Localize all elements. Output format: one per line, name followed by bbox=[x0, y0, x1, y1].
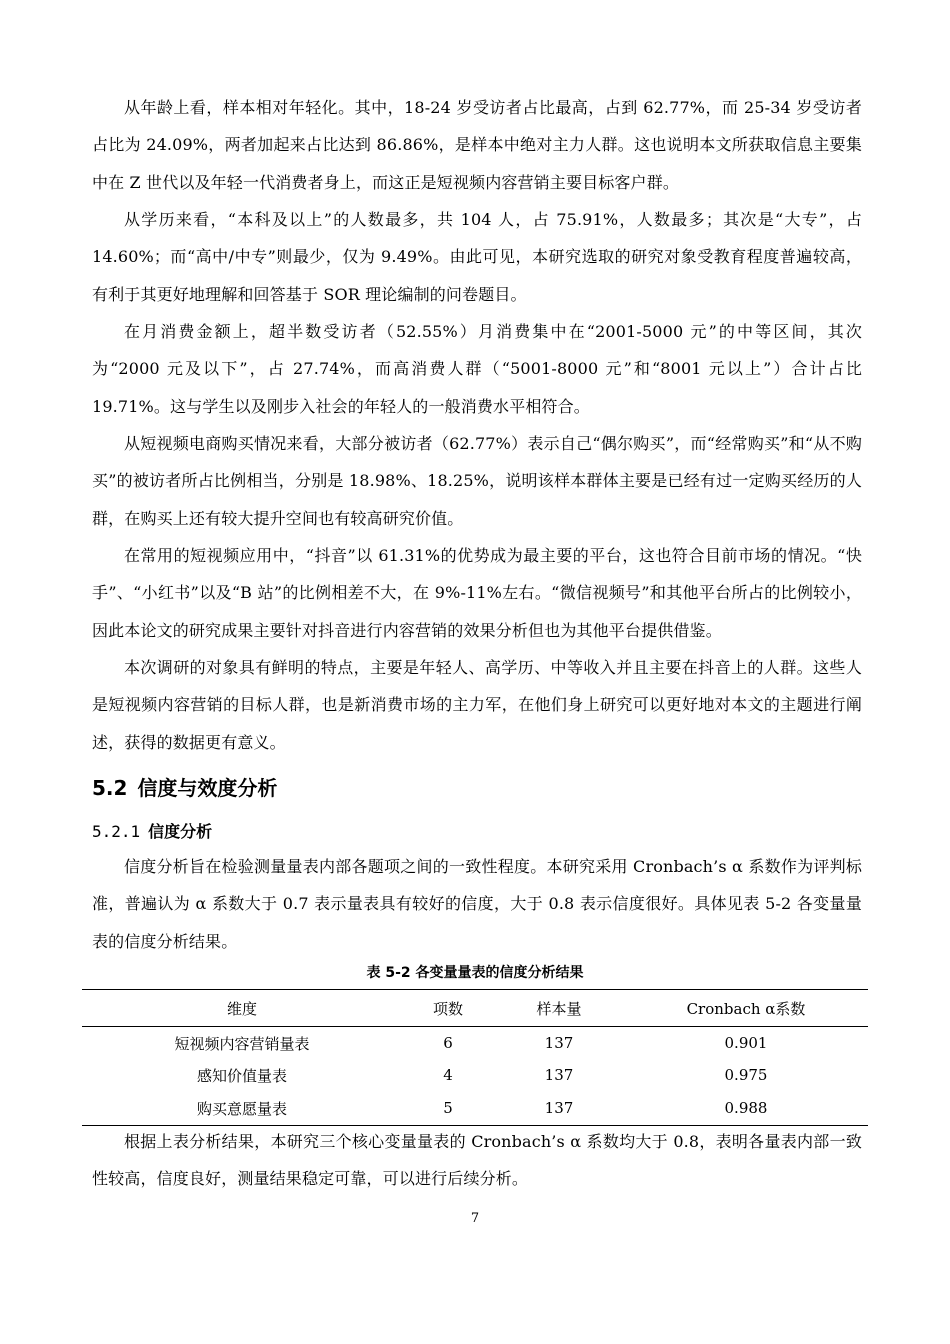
cell-cronbach-alpha: 0.988 bbox=[624, 1091, 868, 1126]
paragraph-purchase-frequency: 从短视频电商购买情况来看，大部分被访者（62.77%）表示自己“偶尔购买”，而“经常购买”和“从不购买”的被访者所占比例相当，分别是 18.98%、18.25%，说明该样本群体主要是已经有过一定购买经历的人群，在购买上还有较大提升空间也有较高研究价值。 bbox=[92, 434, 862, 528]
header-cronbach-alpha: Cronbach α系数 bbox=[624, 990, 868, 1027]
paragraph-age: 从年龄上看，样本相对年轻化。其中，18-24 岁受访者占比最高，占到 62.77%，而 25-34 岁受访者占比为 24.09%，两者加起来占比达到 86.86%，是样本中绝对主力人群。这也说明本文所获取信息主要集中在 Z 世代以及年轻一代消费者身上，而这正是短视频内容营销主要目标客户群。 bbox=[92, 98, 862, 192]
paragraph-conclusion: 根据上表分析结果，本研究三个核心变量量表的 Cronbach’s α 系数均大于 0.8，表明各量表内部一致性较高，信度良好，测量结果稳定可靠，可以进行后续分析。 bbox=[92, 1132, 862, 1189]
cell-dimension: 感知价值量表 bbox=[196, 1066, 287, 1085]
cell-dimension: 购买意愿量表 bbox=[82, 1091, 402, 1126]
header-item-count: 项数 bbox=[402, 990, 494, 1027]
header-sample-size: 样本量 bbox=[494, 990, 624, 1027]
paragraph-platforms: 在常用的短视频应用中，“抖音”以 61.31%的优势成为最主要的平台，这也符合目前市场的情况。“快手”、“小红书”以及“B 站”的比例相差不大，在 9%-11%左右。“微信视频号”和其他平台所占的比例较小，因此本论文的研究成果主要针对抖音进行内容营销的效果分析但也为其他平台提供借鉴。 bbox=[92, 546, 862, 640]
subsection-heading bbox=[92, 817, 212, 847]
paragraph-summary: 本次调研的对象具有鲜明的特点，主要是年轻人、高学历、中等收入并且主要在抖音上的人群。这些人是短视频内容营销的目标人群，也是新消费市场的主力军，在他们身上研究可以更好地对本文的主题进行阐述，获得的数据更有意义。 bbox=[92, 658, 862, 752]
table-caption: 表 5-2 各变量量表的信度分析结果 bbox=[366, 965, 584, 981]
cell-cronbach-alpha: 0.975 bbox=[724, 1066, 768, 1084]
table-row bbox=[82, 1027, 868, 1060]
cell-item-count: 4 bbox=[443, 1066, 453, 1084]
cell-cronbach-alpha: 0.901 bbox=[724, 1034, 768, 1052]
subsection-title: 信度分析 bbox=[148, 822, 213, 841]
subsection-number: 5.2.1 bbox=[92, 822, 141, 841]
cell-sample-size: 137 bbox=[544, 1066, 574, 1084]
cell-item-count: 5 bbox=[402, 1091, 494, 1126]
page-number: 7 bbox=[470, 1211, 480, 1226]
paragraph-monthly-spending: 在月消费金额上，超半数受访者（52.55%）月消费集中在“2001-5000 元”的中等区间，其次为“2000 元及以下”，占 27.74%，而高消费人群（“5001-8000 元”和“8001 元以上”）合计占比 19.71%。这与学生以及刚步入社会的年轻人的一般消费水平相符合。 bbox=[92, 322, 862, 416]
cell-sample-size: 137 bbox=[544, 1034, 574, 1052]
cell-dimension: 短视频内容营销量表 bbox=[174, 1034, 310, 1053]
section-number: 5.2 bbox=[92, 776, 128, 800]
section-title: 信度与效度分析 bbox=[137, 776, 278, 800]
section-heading bbox=[92, 771, 277, 805]
header-dimension: 维度 bbox=[82, 990, 402, 1027]
cell-item-count: 6 bbox=[443, 1034, 453, 1052]
table-header-row bbox=[82, 990, 868, 1027]
reliability-table bbox=[82, 989, 868, 1126]
paragraph-reliability-intro: 信度分析旨在检验测量量表内部各题项之间的一致性程度。本研究采用 Cronbach’s α 系数作为评判标准，普遍认为 α 系数大于 0.7 表示量表具有较好的信度，大于 0.8 表示信度很好。具体见表 5-2 各变量量表的信度分析结果。 bbox=[92, 857, 862, 951]
table-row bbox=[82, 1091, 868, 1126]
table-row bbox=[82, 1059, 868, 1091]
cell-sample-size: 137 bbox=[494, 1091, 624, 1126]
paragraph-education: 从学历来看，“本科及以上”的人数最多，共 104 人，占 75.91%，人数最多；其次是“大专”，占 14.60%；而“高中/中专”则最少，仅为 9.49%。由此可见，本研究选取的研究对象受教育程度普遍较高，有利于其更好地理解和回答基于 SOR 理论编制的问卷题目。 bbox=[92, 210, 862, 304]
